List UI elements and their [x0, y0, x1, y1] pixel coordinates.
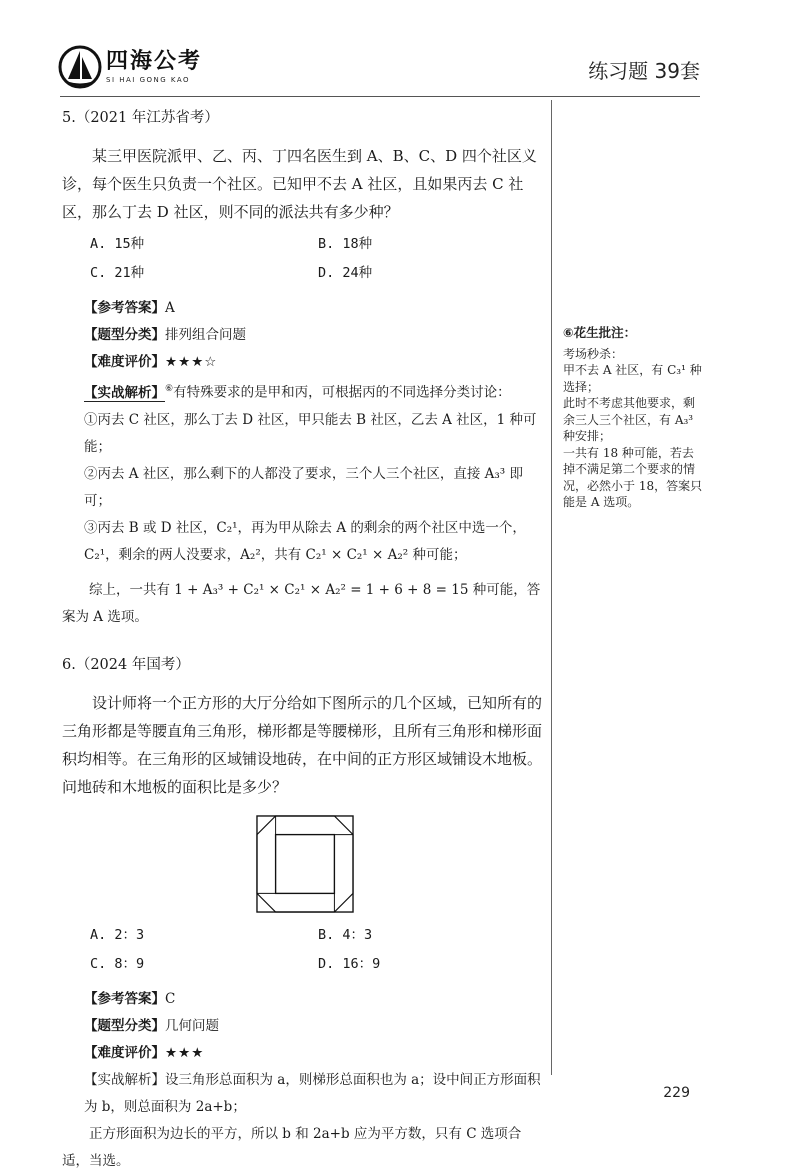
note-line: 考场秒杀： — [563, 346, 624, 361]
question-5 — [62, 108, 547, 631]
answer-value: C — [165, 990, 176, 1007]
options-list — [90, 234, 547, 283]
question-number: 5.（2021 年江苏省考） — [62, 110, 219, 126]
answer-meta — [84, 986, 547, 1067]
analysis-intro: 有特殊要求的是甲和丙，可根据丙的不同选择分类讨论： — [173, 384, 511, 401]
answer-meta — [84, 295, 547, 376]
type-label: 【题型分类】 — [84, 327, 165, 343]
answer-label: 【参考答案】 — [84, 990, 165, 1007]
option-b: B. 18种 — [318, 236, 373, 252]
page-number: 229 — [663, 1085, 690, 1101]
option-a: A. 2：3 — [90, 926, 145, 943]
type-value: 排列组合问题 — [165, 327, 246, 343]
header-divider — [60, 96, 700, 97]
note-line: 一共有 18 种可能，若去掉不满足第二个要求的情况，必然小于 18，答案只能是 A 选项。 — [563, 445, 703, 509]
question-6 — [62, 655, 547, 1175]
geometry-diagram — [256, 815, 354, 913]
analysis-text-1: 设三角形总面积为 a，则梯形总面积也为 a；设中间正方形面积为 b，则总面积为 2a+b； — [84, 1071, 541, 1115]
sail-logo-icon — [58, 45, 102, 89]
answer-label: 【参考答案】 — [84, 300, 165, 316]
option-a: A. 15种 — [90, 236, 145, 252]
option-c: C. 21种 — [90, 265, 145, 281]
answer-value: A — [165, 300, 175, 316]
square-hall-figure — [62, 815, 547, 913]
brand-logo — [58, 45, 202, 89]
notes-title: ⑥花生批注： — [563, 325, 637, 340]
margin-notes — [563, 325, 703, 511]
question-stem: 某三甲医院派甲、乙、丙、丁四名医生到 A、B、C、D 四个社区义诊，每个医生只负责一个社区。已知甲不去 A 社区，且如果丙去 C 社区，那么丁去 D 社区，则不同的派法共有多少种？ — [62, 147, 537, 221]
difficulty-label: 【难度评价】 — [84, 354, 165, 370]
note-line: 甲不去 A 社区，有 C₃¹ 种选择； — [563, 363, 702, 394]
question-stem: 设计师将一个正方形的大厅分给如下图所示的几个区域，已知所有的三角形都是等腰直角三角形，梯形都是等腰梯形，且所有三角形和梯形面积均相等。在三角形的区域铺设地砖，在中间的正方形区域铺设木地板。问地砖和木地板的面积比是多少？ — [62, 693, 543, 796]
logo-subtitle: SI HAI GONG KAO — [106, 76, 191, 84]
difficulty-stars: ★★★☆ — [165, 354, 218, 370]
margin-divider — [551, 100, 552, 1075]
logo-title: 四海公考 — [106, 49, 203, 74]
analysis-block — [62, 376, 547, 631]
conclusion: 综上，一共有 1 + A₃³ + C₂¹ × C₂¹ × A₂² = 1 + 6 + 8 = 15 种可能，答案为 A 选项。 — [62, 581, 541, 625]
option-d: D. 16：9 — [318, 955, 381, 972]
case-1: ①丙去 C 社区，那么丁去 D 社区，甲只能去 B 社区，乙去 A 社区，1 种可能； — [84, 411, 537, 455]
type-value: 几何问题 — [165, 1017, 219, 1034]
case-3-line-2: C₂¹，剩余的两人没要求，A₂²，共有 C₂¹ × C₂¹ × A₂² 种可能； — [84, 546, 467, 563]
set-title: 练习题 39套 — [588, 59, 700, 83]
option-b: B. 4：3 — [318, 926, 373, 943]
difficulty-stars: ★★★ — [165, 1044, 205, 1061]
analysis-text-2: 正方形面积为边长的平方，所以 b 和 2a+b 应为平方数，只有 C 选项合适，当选。 — [62, 1125, 522, 1169]
note-line: 此时不考虑其他要求，剩余三人三个社区，有 A₃³ 种安排； — [563, 396, 696, 443]
difficulty-label: 【难度评价】 — [84, 1044, 165, 1061]
question-number: 6.（2024 年国考） — [62, 656, 190, 673]
options-list — [90, 925, 547, 974]
annotation-marker: ⑥ — [165, 384, 174, 394]
type-label: 【题型分类】 — [84, 1017, 165, 1034]
analysis-label: 【实战解析】 — [84, 384, 165, 401]
analysis-block — [62, 1067, 547, 1175]
option-c: C. 8：9 — [90, 955, 145, 972]
main-column — [62, 108, 547, 1175]
case-2: ②丙去 A 社区，那么剩下的人都没了要求，三个人三个社区，直接 A₃³ 即可； — [84, 465, 523, 509]
option-d: D. 24种 — [318, 265, 373, 281]
case-3-line-1: ③丙去 B 或 D 社区，C₂¹，再为甲从除去 A 的剩余的两个社区中选一个， — [84, 519, 526, 536]
analysis-label: 【实战解析】 — [84, 1071, 165, 1088]
